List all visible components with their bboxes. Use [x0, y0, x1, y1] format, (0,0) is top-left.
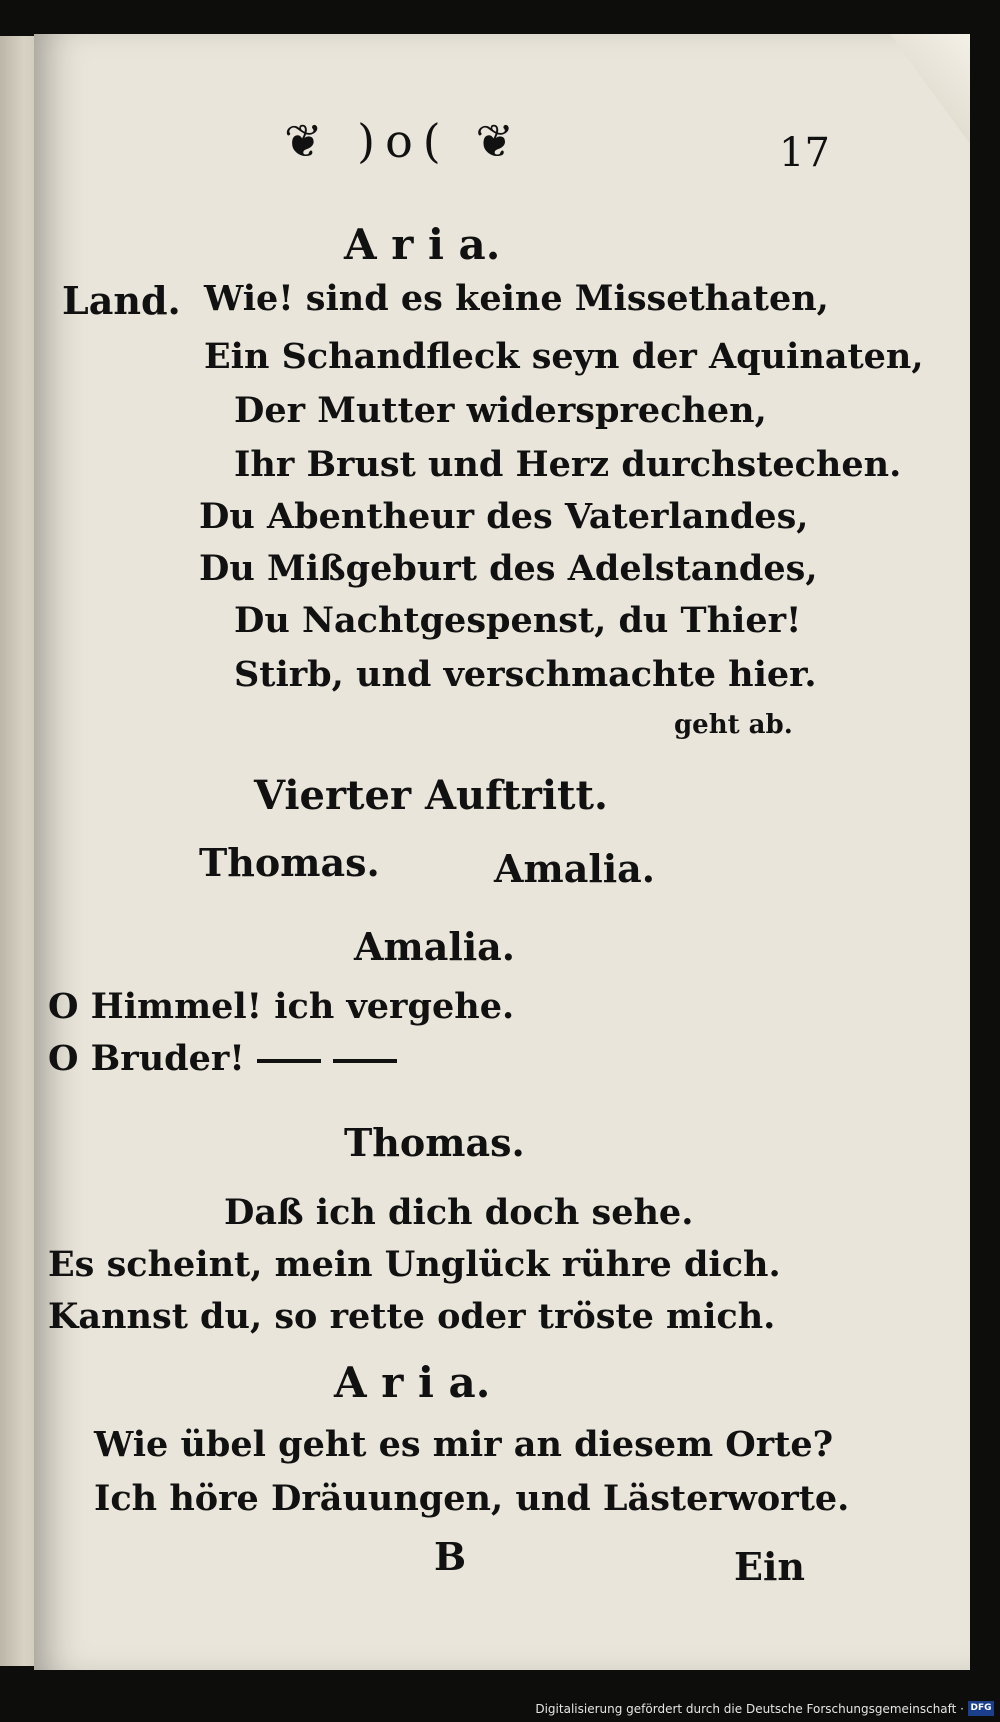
- dialogue-line: O Himmel! ich vergehe.: [48, 986, 515, 1027]
- verse-line: Der Mutter widersprechen,: [234, 390, 767, 431]
- folded-corner: [890, 34, 970, 144]
- aria-title: A r i a.: [334, 1358, 491, 1407]
- aria-title: A r i a.: [344, 220, 501, 269]
- verse-line: Ich höre Dräuungen, und Lästerworte.: [94, 1478, 850, 1519]
- digitization-footer: [0, 1696, 1000, 1722]
- verse-line: Wie! sind es keine Missethaten,: [204, 278, 829, 319]
- header-ornament: ❦ )o( ❦: [284, 114, 524, 168]
- dialogue-line: [48, 1038, 397, 1079]
- scene-title: Vierter Auftritt.: [254, 772, 608, 819]
- dialogue-line: Es scheint, mein Unglück rühre dich.: [48, 1244, 781, 1285]
- verse-line: Du Mißgeburt des Adelstandes,: [199, 548, 818, 589]
- dialogue-line: Daß ich dich doch sehe.: [224, 1192, 694, 1233]
- person-name: Thomas.: [199, 840, 380, 885]
- dialogue-line: Kannst du, so rette oder tröste mich.: [48, 1296, 776, 1337]
- verse-line: Ein Schandfleck seyn der Aquinaten,: [204, 336, 924, 377]
- signature-mark: B: [434, 1534, 467, 1579]
- catchword: Ein: [734, 1544, 806, 1589]
- speaker-label: Land.: [62, 278, 181, 323]
- page-number: 17: [779, 130, 830, 176]
- dialogue-text: O Bruder!: [48, 1038, 245, 1079]
- dash-rule: [333, 1059, 397, 1063]
- verse-line: Du Abentheur des Vaterlandes,: [199, 496, 809, 537]
- person-name: Amalia.: [494, 846, 656, 891]
- book-page: [34, 34, 970, 1670]
- footer-text: Digitalisierung gefördert durch die Deutsche Forschungsgemeinschaft ·: [535, 1702, 964, 1716]
- verse-line: Wie übel geht es mir an diesem Orte?: [94, 1424, 834, 1465]
- dfg-logo: DFG: [968, 1701, 994, 1716]
- verse-line: Stirb, und verschmachte hier.: [234, 654, 817, 695]
- verse-line: Ihr Brust und Herz durchstechen.: [234, 444, 902, 485]
- verse-line: Du Nachtgespenst, du Thier!: [234, 600, 802, 641]
- speaker-heading: Thomas.: [344, 1120, 525, 1165]
- speaker-heading: Amalia.: [354, 924, 516, 969]
- stage-direction: geht ab.: [674, 710, 793, 740]
- dash-rule: [257, 1059, 321, 1063]
